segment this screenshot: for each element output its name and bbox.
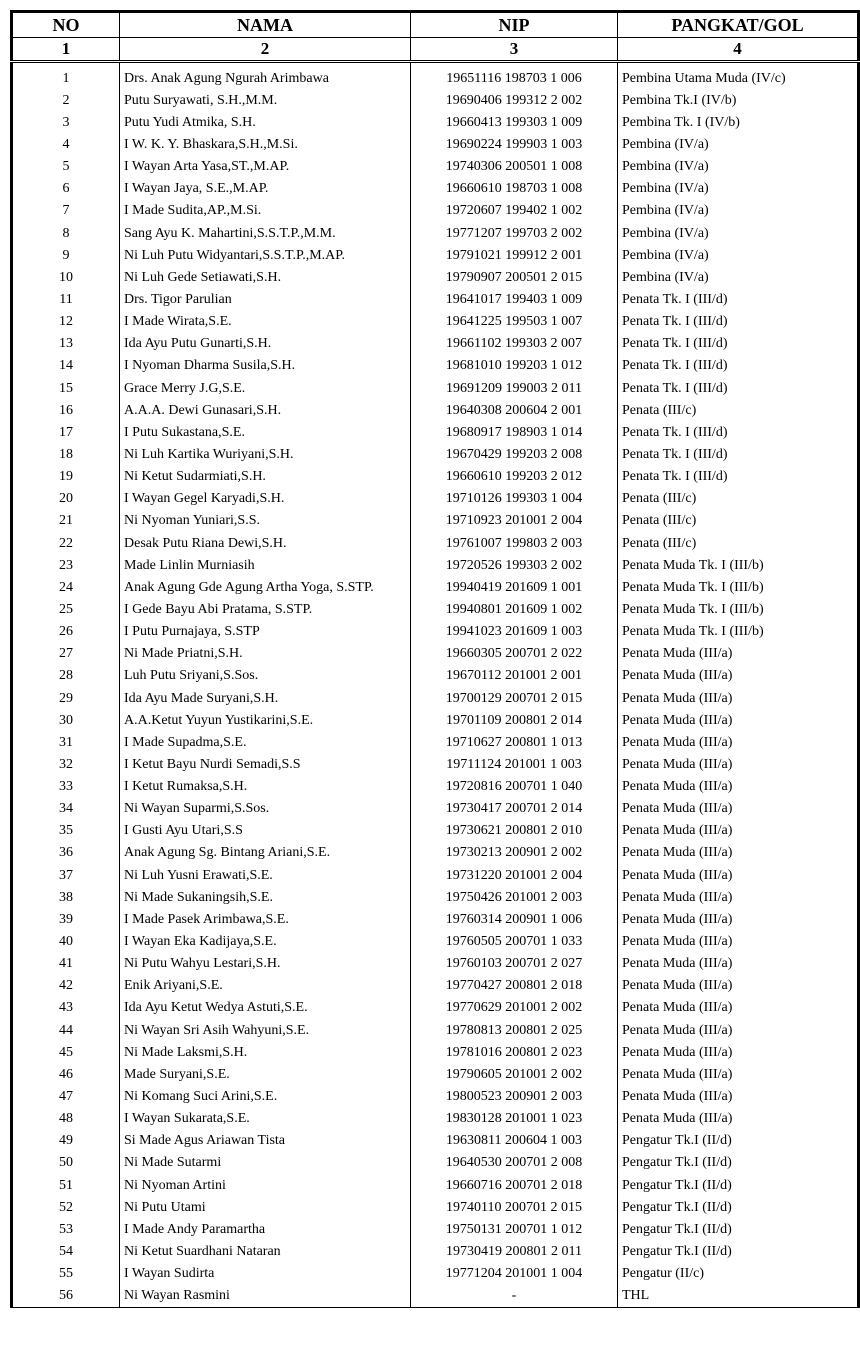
header-no: NO (12, 12, 120, 38)
cell-pangkat: Penata (III/c) (618, 399, 859, 421)
table-row (12, 886, 859, 908)
cell-pangkat: Pembina (IV/a) (618, 178, 859, 200)
table-row (12, 598, 859, 620)
table-row (12, 1174, 859, 1196)
cell-nama: Ni Luh Yusni Erawati,S.E. (120, 864, 411, 886)
cell-pangkat: Penata Muda (III/a) (618, 820, 859, 842)
cell-pangkat: Pembina (IV/a) (618, 266, 859, 288)
cell-nip: 19780813 200801 2 025 (411, 1019, 618, 1041)
cell-nip: 19720607 199402 1 002 (411, 200, 618, 222)
cell-pangkat: Pengatur Tk.I (II/d) (618, 1240, 859, 1262)
cell-pangkat: Penata Muda (III/a) (618, 1019, 859, 1041)
header-nama: NAMA (120, 12, 411, 38)
cell-nama: I Wayan Jaya, S.E.,M.AP. (120, 178, 411, 200)
cell-no: 41 (12, 953, 120, 975)
cell-pangkat: Penata Muda (III/a) (618, 687, 859, 709)
cell-nama: Made Suryani,S.E. (120, 1063, 411, 1085)
cell-nama: I Made Wirata,S.E. (120, 311, 411, 333)
cell-no: 24 (12, 576, 120, 598)
table-row (12, 200, 859, 222)
cell-no: 16 (12, 399, 120, 421)
table-row (12, 864, 859, 886)
cell-pangkat: Penata Muda (III/a) (618, 798, 859, 820)
cell-pangkat: Penata Tk. I (III/d) (618, 443, 859, 465)
cell-nip: 19690224 199903 1 003 (411, 133, 618, 155)
cell-nip: 19681010 199203 1 012 (411, 355, 618, 377)
table-row (12, 111, 859, 133)
cell-nama: Ni Komang Suci Arini,S.E. (120, 1085, 411, 1107)
cell-nama: Ni Luh Kartika Wuriyani,S.H. (120, 443, 411, 465)
cell-no: 35 (12, 820, 120, 842)
cell-pangkat: Penata Muda (III/a) (618, 753, 859, 775)
cell-nama: I Made Sudita,AP.,M.Si. (120, 200, 411, 222)
table-row (12, 576, 859, 598)
header-row (12, 12, 859, 38)
cell-pangkat: Penata Muda (III/a) (618, 1085, 859, 1107)
cell-nama: Ni Made Sukaningsih,S.E. (120, 886, 411, 908)
cell-nama: Ni Putu Wahyu Lestari,S.H. (120, 953, 411, 975)
employee-table-sheet (10, 10, 857, 1308)
table-row (12, 1240, 859, 1262)
cell-pangkat: Penata Muda (III/a) (618, 1041, 859, 1063)
cell-no: 25 (12, 598, 120, 620)
cell-pangkat: Penata Tk. I (III/d) (618, 311, 859, 333)
cell-nip: 19730419 200801 2 011 (411, 1240, 618, 1262)
cell-nama: Made Linlin Murniasih (120, 554, 411, 576)
table-row (12, 1263, 859, 1285)
table-row (12, 510, 859, 532)
cell-no: 50 (12, 1152, 120, 1174)
cell-nip: 19730417 200701 2 014 (411, 798, 618, 820)
cell-nama: Ni Wayan Rasmini (120, 1285, 411, 1308)
cell-pangkat: Penata Tk. I (III/d) (618, 333, 859, 355)
cell-no: 30 (12, 709, 120, 731)
table-row (12, 333, 859, 355)
cell-no: 7 (12, 200, 120, 222)
cell-no: 21 (12, 510, 120, 532)
table-row (12, 443, 859, 465)
cell-nama: Drs. Anak Agung Ngurah Arimbawa (120, 67, 411, 89)
cell-pangkat: Pengatur (II/c) (618, 1263, 859, 1285)
cell-no: 13 (12, 333, 120, 355)
cell-pangkat: Penata Muda (III/a) (618, 1108, 859, 1130)
cell-no: 6 (12, 178, 120, 200)
cell-no: 8 (12, 222, 120, 244)
cell-no: 9 (12, 244, 120, 266)
cell-nip: 19760505 200701 1 033 (411, 930, 618, 952)
cell-no: 37 (12, 864, 120, 886)
cell-nama: Ni Ketut Suardhani Nataran (120, 1240, 411, 1262)
cell-nama: I Gusti Ayu Utari,S.S (120, 820, 411, 842)
cell-nip: 19760314 200901 1 006 (411, 908, 618, 930)
cell-no: 26 (12, 621, 120, 643)
cell-nip: 19660305 200701 2 022 (411, 643, 618, 665)
cell-nip: 19770629 201001 2 002 (411, 997, 618, 1019)
cell-no: 44 (12, 1019, 120, 1041)
cell-nama: Ni Wayan Sri Asih Wahyuni,S.E. (120, 1019, 411, 1041)
table-row (12, 1085, 859, 1107)
column-number-nip: 3 (411, 38, 618, 62)
table-row (12, 355, 859, 377)
cell-nip: 19750426 201001 2 003 (411, 886, 618, 908)
table-body (12, 67, 859, 1307)
cell-nip: 19660716 200701 2 018 (411, 1174, 618, 1196)
table-row (12, 399, 859, 421)
table-row (12, 709, 859, 731)
cell-nama: Anak Agung Sg. Bintang Ariani,S.E. (120, 842, 411, 864)
column-number-pangkat: 4 (618, 38, 859, 62)
cell-nama: Ida Ayu Ketut Wedya Astuti,S.E. (120, 997, 411, 1019)
cell-nama: I Made Pasek Arimbawa,S.E. (120, 908, 411, 930)
cell-pangkat: Penata (III/c) (618, 510, 859, 532)
cell-no: 4 (12, 133, 120, 155)
cell-pangkat: Penata (III/c) (618, 532, 859, 554)
cell-pangkat: Pembina Utama Muda (IV/c) (618, 67, 859, 89)
cell-pangkat: Penata Muda (III/a) (618, 886, 859, 908)
table-row (12, 1218, 859, 1240)
cell-nama: A.A.A. Dewi Gunasari,S.H. (120, 399, 411, 421)
table-header (12, 12, 859, 62)
cell-nama: I Putu Sukastana,S.E. (120, 421, 411, 443)
cell-nip: 19790907 200501 2 015 (411, 266, 618, 288)
cell-nama: Ni Luh Putu Widyantari,S.S.T.P.,M.AP. (120, 244, 411, 266)
table-row (12, 288, 859, 310)
cell-pangkat: Penata Muda (III/a) (618, 709, 859, 731)
cell-nip: 19700129 200701 2 015 (411, 687, 618, 709)
cell-nip: 19740110 200701 2 015 (411, 1196, 618, 1218)
table-row (12, 244, 859, 266)
cell-pangkat: Penata Tk. I (III/d) (618, 466, 859, 488)
cell-no: 32 (12, 753, 120, 775)
table-row (12, 753, 859, 775)
table-row (12, 266, 859, 288)
table-row (12, 1285, 859, 1308)
table-row (12, 1063, 859, 1085)
cell-pangkat: Penata Muda (III/a) (618, 776, 859, 798)
cell-no: 5 (12, 156, 120, 178)
cell-nama: I Gede Bayu Abi Pratama, S.STP. (120, 598, 411, 620)
cell-pangkat: Penata Muda (III/a) (618, 997, 859, 1019)
column-number-row (12, 38, 859, 62)
cell-nip: 19791021 199912 2 001 (411, 244, 618, 266)
cell-pangkat: Penata Muda (III/a) (618, 975, 859, 997)
cell-nip: 19710923 201001 2 004 (411, 510, 618, 532)
cell-nama: Ida Ayu Putu Gunarti,S.H. (120, 333, 411, 355)
table-row (12, 377, 859, 399)
header-pangkat: PANGKAT/GOL (618, 12, 859, 38)
table-row (12, 975, 859, 997)
cell-no: 43 (12, 997, 120, 1019)
cell-nama: Putu Yudi Atmika, S.H. (120, 111, 411, 133)
cell-nip: 19661102 199303 2 007 (411, 333, 618, 355)
column-number-no: 1 (12, 38, 120, 62)
cell-pangkat: Pengatur Tk.I (II/d) (618, 1152, 859, 1174)
cell-nip: 19690406 199312 2 002 (411, 89, 618, 111)
table-row (12, 311, 859, 333)
cell-nip: 19710126 199303 1 004 (411, 488, 618, 510)
cell-nama: Sang Ayu K. Mahartini,S.S.T.P.,M.M. (120, 222, 411, 244)
cell-pangkat: Pengatur Tk.I (II/d) (618, 1218, 859, 1240)
cell-no: 47 (12, 1085, 120, 1107)
cell-nama: I Wayan Sukarata,S.E. (120, 1108, 411, 1130)
cell-pangkat: Pembina (IV/a) (618, 200, 859, 222)
cell-pangkat: Penata (III/c) (618, 488, 859, 510)
cell-no: 49 (12, 1130, 120, 1152)
table-row (12, 554, 859, 576)
cell-no: 11 (12, 288, 120, 310)
cell-nip: 19660413 199303 1 009 (411, 111, 618, 133)
cell-nip: 19940419 201609 1 001 (411, 576, 618, 598)
cell-no: 56 (12, 1285, 120, 1308)
cell-pangkat: Penata Tk. I (III/d) (618, 355, 859, 377)
cell-pangkat: Pengatur Tk.I (II/d) (618, 1174, 859, 1196)
cell-nip: 19730213 200901 2 002 (411, 842, 618, 864)
table-row (12, 1196, 859, 1218)
table-row (12, 1152, 859, 1174)
table-row (12, 222, 859, 244)
cell-pangkat: Penata Tk. I (III/d) (618, 421, 859, 443)
cell-nama: Luh Putu Sriyani,S.Sos. (120, 665, 411, 687)
cell-no: 52 (12, 1196, 120, 1218)
table-row (12, 621, 859, 643)
cell-no: 18 (12, 443, 120, 465)
header-nip: NIP (411, 12, 618, 38)
cell-nip: - (411, 1285, 618, 1308)
cell-nip: 19701109 200801 2 014 (411, 709, 618, 731)
cell-no: 38 (12, 886, 120, 908)
table-row (12, 665, 859, 687)
cell-no: 42 (12, 975, 120, 997)
table-row (12, 798, 859, 820)
cell-nama: Ni Nyoman Artini (120, 1174, 411, 1196)
cell-pangkat: Penata Tk. I (III/d) (618, 288, 859, 310)
cell-nip: 19710627 200801 1 013 (411, 731, 618, 753)
cell-nama: Putu Suryawati, S.H.,M.M. (120, 89, 411, 111)
cell-nama: I Ketut Bayu Nurdi Semadi,S.S (120, 753, 411, 775)
cell-pangkat: Pembina Tk. I (IV/b) (618, 111, 859, 133)
cell-nip: 19731220 201001 2 004 (411, 864, 618, 886)
table-row (12, 532, 859, 554)
cell-nama: Enik Ariyani,S.E. (120, 975, 411, 997)
cell-pangkat: Penata Tk. I (III/d) (618, 377, 859, 399)
cell-pangkat: Penata Muda (III/a) (618, 953, 859, 975)
cell-nip: 19640308 200604 2 001 (411, 399, 618, 421)
table-row (12, 1130, 859, 1152)
cell-pangkat: Pengatur Tk.I (II/d) (618, 1130, 859, 1152)
cell-nama: I Ketut Rumaksa,S.H. (120, 776, 411, 798)
cell-no: 31 (12, 731, 120, 753)
table-row (12, 89, 859, 111)
cell-pangkat: Penata Muda (III/a) (618, 842, 859, 864)
table-row (12, 930, 859, 952)
cell-no: 54 (12, 1240, 120, 1262)
cell-nip: 19781016 200801 2 023 (411, 1041, 618, 1063)
cell-pangkat: Penata Muda (III/a) (618, 731, 859, 753)
cell-pangkat: Pembina (IV/a) (618, 156, 859, 178)
column-number-nama: 2 (120, 38, 411, 62)
cell-nama: Ni Wayan Suparmi,S.Sos. (120, 798, 411, 820)
cell-no: 15 (12, 377, 120, 399)
cell-pangkat: Penata Muda (III/a) (618, 930, 859, 952)
cell-nama: A.A.Ketut Yuyun Yustikarini,S.E. (120, 709, 411, 731)
employee-table (10, 10, 860, 1308)
cell-no: 27 (12, 643, 120, 665)
cell-nama: I Made Supadma,S.E. (120, 731, 411, 753)
cell-nama: I Wayan Gegel Karyadi,S.H. (120, 488, 411, 510)
cell-nip: 19630811 200604 1 003 (411, 1130, 618, 1152)
cell-nip: 19660610 198703 1 008 (411, 178, 618, 200)
cell-nip: 19641225 199503 1 007 (411, 311, 618, 333)
cell-nama: Anak Agung Gde Agung Artha Yoga, S.STP. (120, 576, 411, 598)
cell-nip: 19720816 200701 1 040 (411, 776, 618, 798)
cell-nama: Ida Ayu Made Suryani,S.H. (120, 687, 411, 709)
table-row (12, 1108, 859, 1130)
table-row (12, 421, 859, 443)
cell-no: 55 (12, 1263, 120, 1285)
cell-no: 36 (12, 842, 120, 864)
cell-no: 51 (12, 1174, 120, 1196)
cell-no: 34 (12, 798, 120, 820)
cell-nip: 19800523 200901 2 003 (411, 1085, 618, 1107)
cell-nama: Ni Luh Gede Setiawati,S.H. (120, 266, 411, 288)
cell-no: 33 (12, 776, 120, 798)
cell-no: 2 (12, 89, 120, 111)
table-row (12, 488, 859, 510)
cell-nama: Si Made Agus Ariawan Tista (120, 1130, 411, 1152)
cell-nama: I Wayan Sudirta (120, 1263, 411, 1285)
cell-no: 28 (12, 665, 120, 687)
cell-no: 10 (12, 266, 120, 288)
table-row (12, 643, 859, 665)
cell-no: 14 (12, 355, 120, 377)
cell-no: 45 (12, 1041, 120, 1063)
table-row (12, 67, 859, 89)
cell-no: 48 (12, 1108, 120, 1130)
cell-nama: I Wayan Eka Kadijaya,S.E. (120, 930, 411, 952)
cell-no: 29 (12, 687, 120, 709)
cell-nama: Desak Putu Riana Dewi,S.H. (120, 532, 411, 554)
cell-pangkat: Penata Muda Tk. I (III/b) (618, 576, 859, 598)
cell-no: 17 (12, 421, 120, 443)
cell-nama: Ni Nyoman Yuniari,S.S. (120, 510, 411, 532)
cell-nip: 19941023 201609 1 003 (411, 621, 618, 643)
cell-nama: Ni Ketut Sudarmiati,S.H. (120, 466, 411, 488)
cell-nip: 19711124 201001 1 003 (411, 753, 618, 775)
cell-nama: I Made Andy Paramartha (120, 1218, 411, 1240)
table-row (12, 156, 859, 178)
cell-nip: 19651116 198703 1 006 (411, 67, 618, 89)
cell-pangkat: Penata Muda (III/a) (618, 1063, 859, 1085)
cell-no: 46 (12, 1063, 120, 1085)
cell-nip: 19641017 199403 1 009 (411, 288, 618, 310)
table-row (12, 687, 859, 709)
cell-nama: Ni Made Sutarmi (120, 1152, 411, 1174)
cell-nama: Drs. Tigor Parulian (120, 288, 411, 310)
cell-pangkat: Penata Muda (III/a) (618, 864, 859, 886)
cell-nip: 19771207 199703 2 002 (411, 222, 618, 244)
cell-no: 22 (12, 532, 120, 554)
cell-nip: 19691209 199003 2 011 (411, 377, 618, 399)
cell-nip: 19761007 199803 2 003 (411, 532, 618, 554)
cell-pangkat: Penata Muda (III/a) (618, 643, 859, 665)
cell-pangkat: Pembina (IV/a) (618, 133, 859, 155)
table-row (12, 178, 859, 200)
cell-pangkat: Pengatur Tk.I (II/d) (618, 1196, 859, 1218)
cell-nama: Ni Made Laksmi,S.H. (120, 1041, 411, 1063)
cell-no: 1 (12, 67, 120, 89)
cell-pangkat: Penata Muda Tk. I (III/b) (618, 554, 859, 576)
cell-nama: I Nyoman Dharma Susila,S.H. (120, 355, 411, 377)
cell-nama: Grace Merry J.G,S.E. (120, 377, 411, 399)
cell-nip: 19740306 200501 1 008 (411, 156, 618, 178)
cell-pangkat: Pembina (IV/a) (618, 222, 859, 244)
cell-nama: I Wayan Arta Yasa,ST.,M.AP. (120, 156, 411, 178)
cell-no: 23 (12, 554, 120, 576)
cell-no: 3 (12, 111, 120, 133)
table-row (12, 1019, 859, 1041)
table-row (12, 820, 859, 842)
cell-nip: 19720526 199303 2 002 (411, 554, 618, 576)
cell-no: 20 (12, 488, 120, 510)
cell-pangkat: Pembina Tk.I (IV/b) (618, 89, 859, 111)
cell-nip: 19760103 200701 2 027 (411, 953, 618, 975)
cell-nama: Ni Putu Utami (120, 1196, 411, 1218)
cell-nip: 19790605 201001 2 002 (411, 1063, 618, 1085)
cell-nip: 19830128 201001 1 023 (411, 1108, 618, 1130)
cell-nip: 19770427 200801 2 018 (411, 975, 618, 997)
table-row (12, 731, 859, 753)
table-row (12, 842, 859, 864)
table-row (12, 1041, 859, 1063)
cell-nama: I W. K. Y. Bhaskara,S.H.,M.Si. (120, 133, 411, 155)
table-row (12, 466, 859, 488)
cell-pangkat: Penata Muda (III/a) (618, 908, 859, 930)
cell-pangkat: Penata Muda (III/a) (618, 665, 859, 687)
cell-nip: 19670429 199203 2 008 (411, 443, 618, 465)
cell-nip: 19750131 200701 1 012 (411, 1218, 618, 1240)
cell-nip: 19680917 198903 1 014 (411, 421, 618, 443)
cell-pangkat: Penata Muda Tk. I (III/b) (618, 598, 859, 620)
cell-nip: 19660610 199203 2 012 (411, 466, 618, 488)
table-row (12, 953, 859, 975)
cell-nip: 19730621 200801 2 010 (411, 820, 618, 842)
cell-no: 53 (12, 1218, 120, 1240)
cell-pangkat: Penata Muda Tk. I (III/b) (618, 621, 859, 643)
table-row (12, 133, 859, 155)
cell-no: 40 (12, 930, 120, 952)
cell-nip: 19670112 201001 2 001 (411, 665, 618, 687)
table-row (12, 908, 859, 930)
cell-no: 19 (12, 466, 120, 488)
table-row (12, 776, 859, 798)
cell-no: 39 (12, 908, 120, 930)
cell-pangkat: Pembina (IV/a) (618, 244, 859, 266)
cell-nip: 19771204 201001 1 004 (411, 1263, 618, 1285)
cell-nip: 19940801 201609 1 002 (411, 598, 618, 620)
cell-no: 12 (12, 311, 120, 333)
cell-nip: 19640530 200701 2 008 (411, 1152, 618, 1174)
table-row (12, 997, 859, 1019)
cell-pangkat: THL (618, 1285, 859, 1308)
cell-nama: I Putu Purnajaya, S.STP (120, 621, 411, 643)
cell-nama: Ni Made Priatni,S.H. (120, 643, 411, 665)
